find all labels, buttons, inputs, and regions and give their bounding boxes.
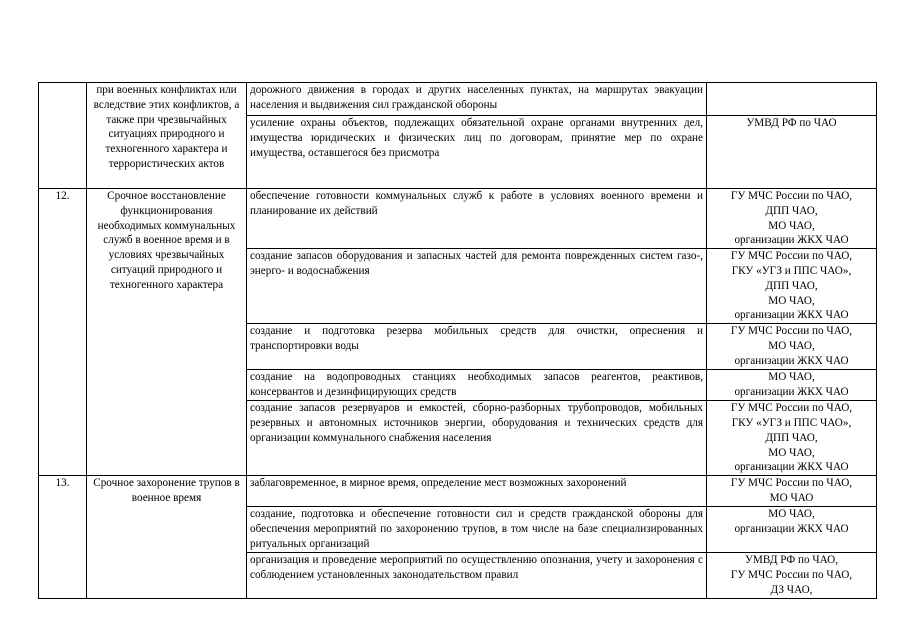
task-text: дорожного движения в городах и других населенных пунктах, на маршрутах эвакуации населения и выдвижения сил гражданской обороны xyxy=(247,83,707,116)
executor: организации ЖКХ ЧАО xyxy=(734,309,849,322)
executors xyxy=(707,83,877,116)
task-text: создание и подготовка резерва мобильных средств для очистки, опреснения и транспортировки воды xyxy=(247,324,707,370)
executor: МО ЧАО, xyxy=(768,446,815,459)
executor: МО ЧАО xyxy=(769,491,814,504)
row-number xyxy=(39,83,87,189)
executor: ГУ МЧС России по ЧАО, xyxy=(730,250,853,263)
executors xyxy=(707,507,877,553)
executors xyxy=(707,189,877,249)
executor: ДПП ЧАО, xyxy=(765,279,818,292)
executor: МО ЧАО, xyxy=(768,371,815,384)
executors xyxy=(707,476,877,507)
measure-name: Срочное захоронение трупов в военное время xyxy=(87,476,247,599)
executor: ГУ МЧС России по ЧАО, xyxy=(730,402,853,415)
task-text: усиление охраны объектов, подлежащих обязательной охране органами внутренних дел, имущества юридических и физических лиц по договорам, принятие мер по охране имущества, оставшегося без присмотра xyxy=(247,116,707,189)
executor: МО ЧАО, xyxy=(768,339,815,352)
executor: УМВД РФ по ЧАО, xyxy=(744,554,839,567)
executors xyxy=(707,370,877,401)
executor: МО ЧАО, xyxy=(768,508,815,521)
executor: ДПП ЧАО, xyxy=(765,204,818,217)
executors xyxy=(707,116,877,189)
table-row xyxy=(39,83,877,116)
executor: ГУ МЧС России по ЧАО, xyxy=(730,477,853,490)
task-text: обеспечение готовности коммунальных служб к работе в условиях военного времени и планирование их действий xyxy=(247,189,707,249)
row-number: 12. xyxy=(39,189,87,476)
executor: МО ЧАО, xyxy=(768,294,815,307)
executor: ГКУ «УГЗ и ППС ЧАО», xyxy=(731,416,852,429)
table-row xyxy=(39,189,877,249)
measure-name: Срочное восстановление функционирования необходимых коммунальных служб в военное время и в условиях чрезвычайных ситуаций природного и техногенного характера xyxy=(87,189,247,476)
executors xyxy=(707,249,877,324)
executor: МО ЧАО, xyxy=(768,219,815,232)
row-number: 13. xyxy=(39,476,87,599)
table-row xyxy=(39,476,877,507)
executor: организации ЖКХ ЧАО xyxy=(734,461,849,474)
task-text: создание запасов резервуаров и емкостей, сборно-разборных трубопроводов, мобильных резервных и автономных источников энергии, оборудования и технических средств для организации коммунального снабжения населения xyxy=(247,401,707,476)
executor: УМВД РФ по ЧАО xyxy=(746,117,837,129)
executor: организации ЖКХ ЧАО xyxy=(734,522,849,535)
task-text: создание, подготовка и обеспечение готовности сил и средств гражданской обороны для обеспечения мероприятий по захоронению трупов, в том числе на базе специализированных ритуальных организаций xyxy=(247,507,707,553)
task-text: организация и проведение мероприятий по осуществлению опознания, учету и захоронения с соблюдением установленных законодательством правил xyxy=(247,553,707,599)
task-text: заблаговременное, в мирное время, определение мест возможных захоронений xyxy=(247,476,707,507)
executor: ДЗ ЧАО, xyxy=(770,583,813,596)
task-text: создание запасов оборудования и запасных частей для ремонта поврежденных систем газо-, энерго- и водоснабжения xyxy=(247,249,707,324)
measure-name: при военных конфликтах или вследствие этих конфликтов, а также при чрезвычайных ситуациях природного и техногенного характера и террористических актов xyxy=(87,83,247,189)
executors xyxy=(707,553,877,599)
executors xyxy=(707,324,877,370)
executor: ГКУ «УГЗ и ППС ЧАО», xyxy=(731,264,852,277)
task-text: создание на водопроводных станциях необходимых запасов реагентов, реактивов, консервантов и дезинфицирующих средств xyxy=(247,370,707,401)
executor: организации ЖКХ ЧАО xyxy=(734,234,849,247)
executor: ГУ МЧС России по ЧАО, xyxy=(730,568,853,581)
executors xyxy=(707,401,877,476)
executor: ГУ МЧС России по ЧАО, xyxy=(730,190,853,202)
executor: ДПП ЧАО, xyxy=(765,431,818,444)
measures-table xyxy=(38,82,877,599)
executor: организации ЖКХ ЧАО xyxy=(734,385,849,398)
executor: организации ЖКХ ЧАО xyxy=(734,354,849,367)
executor: ГУ МЧС России по ЧАО, xyxy=(730,325,853,338)
